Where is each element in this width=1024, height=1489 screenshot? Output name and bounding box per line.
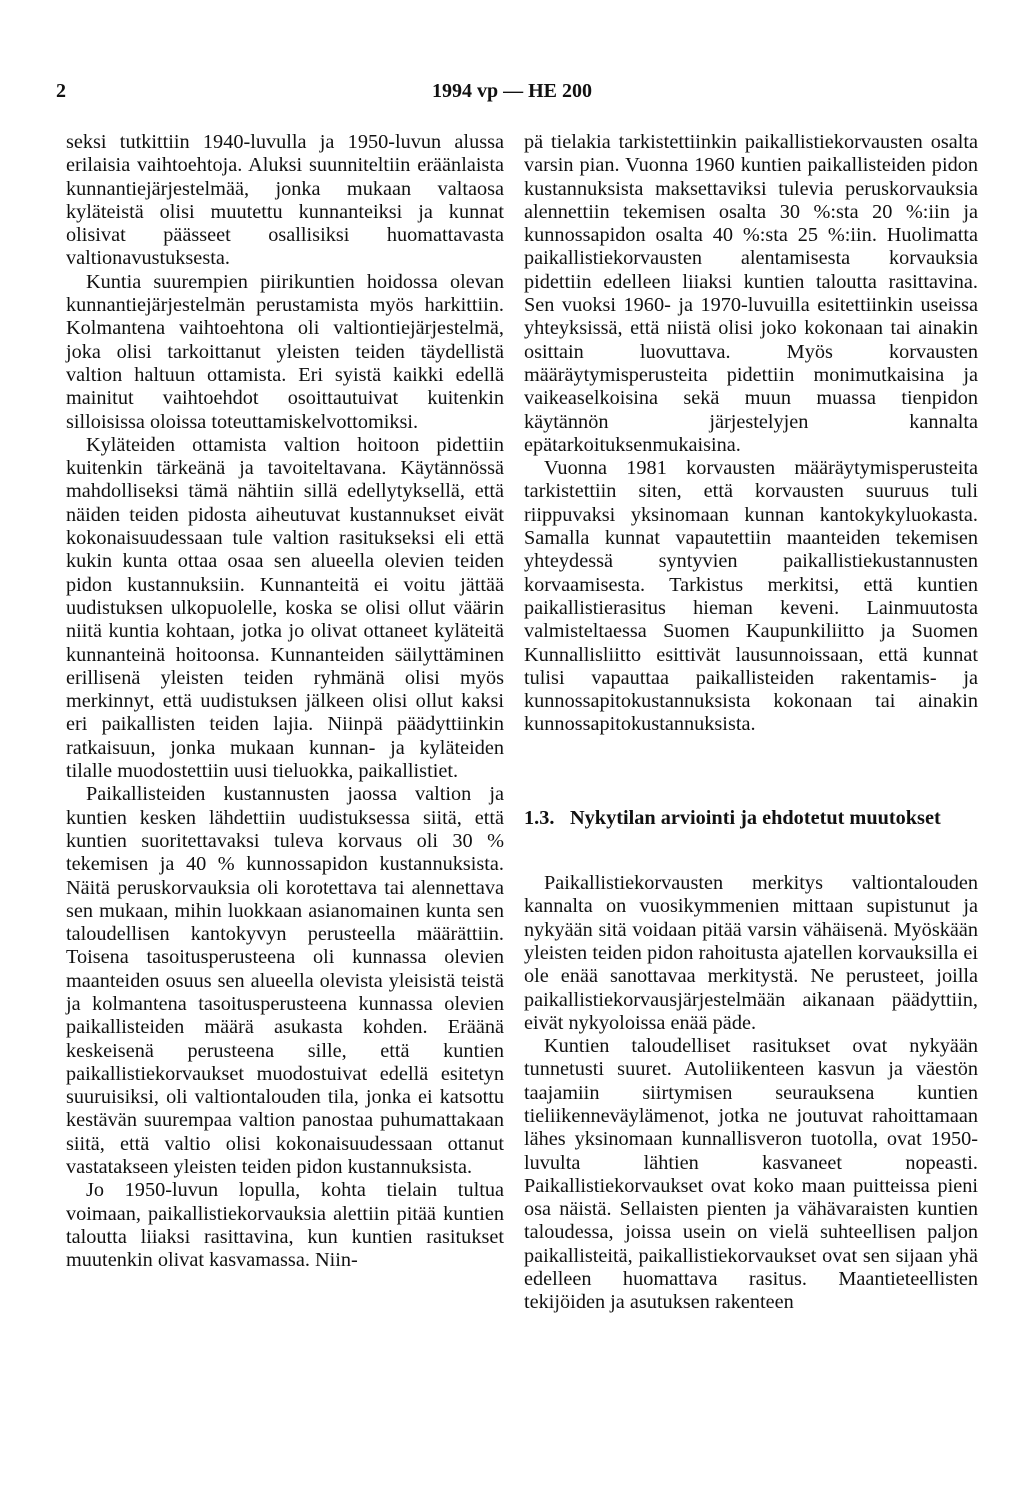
section-title: Nykytilan arviointi ja ehdotetut muutokset (570, 806, 941, 829)
paragraph: Kuntien taloudelliset rasitukset ovat nykyään tunnetusti suuret. Autoliikenteen kasvun ja väestön taajamiin siirtymisen seurauksena kuntien tieliikenneväylämenot, jotka ne joutuvat rahoittamaan lähes yksinomaan kunnallisveron tuotolla, ovat 1950-luvulta lähtien kasvaneet nopeasti. Paikallistiekorvaukset ovat koko maan puitteissa pieni osa näistä. Sellaisten pienten ja vähävaraisten kuntien taloudessa, joissa usein on vielä suhteellisen paljon paikallisteitä, paikallistiekorvaukset ovat sen sijaan yhä edelleen huomattava rasitus. Maantieteellisten tekijöiden ja asutuksen rakenteen (524, 1035, 978, 1314)
paragraph: Paikallisteiden kustannusten jaossa valtion ja kuntien kesken lähdettiin uudistuksessa siitä, että kuntien suoritettavaksi tuleva korvaus oli 30 % tekemisen ja 40 % kunnossapidon kustannuksista. Näitä peruskorvauksia oli korotettava tai alennettava sen mukaan, mihin luokkaan asianomainen kunta sen taloudellisen kantokyvyn perusteella määrättiin. Toisena tasoitusperusteena oli kunnassa olevien maanteiden osuus sen alueella olevista yleisistä teistä ja kolmantena tasoitusperusteena kunnassa olevien paikallisteiden määrä asukasta kohden. Eräänä keskeisenä perusteena sille, että kuntien paikallistiekorvaukset muodostuivat edellä esitetyn suuruisiksi, oli valtiontalouden tila, jonka ei katsottu kestävän suurempaa valtion panostaa puhumattakaan siitä, että valtio olisi kokonaisuudessaan ottanut vastatakseen yleisten teiden pidon kustannuksista. (66, 783, 504, 1179)
section-heading (524, 807, 978, 830)
paragraph: Paikallistiekorvausten merkitys valtiontalouden kannalta on vuosikymmenien mittaan supistunut ja nykyään sitä voidaan pitää varsin vähäisenä. Myöskään yleisten teiden pidon rahoitusta ajatellen korvauksilla ei ole enää sanottavaa merkitystä. Ne perusteet, joilla paikallistiekorvausjärjestelmään aikanaan päädyttiin, eivät nykyoloissa enää päde. (524, 872, 978, 1034)
paragraph: Vuonna 1981 korvausten määräytymisperusteita tarkistettiin siten, että korvausten suuruus tuli riippuvaksi yksinomaan kunnan kantokykyluokasta. Samalla kunnat vapautettiin maanteiden tekemisen yhteydessä syntyvien paikallistiekustannusten korvaamisesta. Tarkistus merkitsi, että kuntien paikallistierasitus hieman keveni. Lainmuutosta valmisteltaessa Suomen Kaupunkiliitto ja Suomen Kunnallisliitto esittivät lausunnoissaan, että kunnat tulisi vapauttaa paikallisteiden rakentamis- ja kunnossapitokustannuksista kokonaan tai ainakin kunnossapitokustannuksista. (524, 457, 978, 736)
running-head: 1994 vp — HE 200 (431, 80, 593, 102)
paragraph: Jo 1950-luvun lopulla, kohta tielain tultua voimaan, paikallistiekorvauksia alettiin pitää kuntien taloutta liiaksi rasittavina, kun kuntien rasitukset muutenkin olivat kasvamassa. Niin- (66, 1179, 504, 1272)
paragraph: Kuntia suurempien piirikuntien hoidossa olevan kunnantiejärjestelmän perustamista myös harkittiin. Kolmantena vaihtoehtona oli valtiontiejärjestelmä, joka olisi tarkoittanut yleisten teiden täydellistä valtion haltuun ottamista. Eri syistä kaikki edellä mainitut vaihtoehdot osoittautuivat kuitenkin silloisissa oloissa toteuttamiskelvottomiksi. (66, 270, 504, 433)
left-column (66, 131, 504, 1273)
paragraph: Kyläteiden ottamista valtion hoitoon pidettiin kuitenkin tärkeänä ja tavoiteltavana. Käytännössä mahdolliseksi tämä nähtiin sillä edellytyksellä, että näiden teiden pidosta aiheutuvat kustannukset eivät kokonaisuudessaan tule valtion rasitukseksi eli että kukin kunta ottaa osaa sen alueella olevien teiden pidon kustannuksiin. Kunnanteitä ei voitu jättää uudistuksen ulkopuolelle, koska se olisi ollut väärin niitä kuntia kohtaan, jotka jo olivat ottaneet kyläteitä kunnanteinä hoitoonsa. Kunnanteiden säilyttäminen erillisenä yleisten teiden ryhmänä olisi myös merkinnyt, että uudistuksen jälkeen olisi ollut kaksi eri paikallisten teiden lajia. Niinpä päädyttiinkin ratkaisuun, jonka mukaan kunnan- ja kyläteiden tilalle muodostettiin uusi tieluokka, paikallistiet. (66, 433, 504, 783)
paragraph: pä tielakia tarkistettiinkin paikallistiekorvausten osalta varsin pian. Vuonna 1960 kuntien paikallisteiden pidon kustannuksista maksettaviksi tulevia peruskorvauksia alennettiin tekemisen osalta 30 %:sta 20 %:iin ja kunnossapidon osalta 40 %:sta 25 %:iin. Huolimatta paikallistiekorvausten alentamisesta korvauksia pidettiin edelleen liiaksi kuntien taloutta rasittavina. Sen vuoksi 1960- ja 1970-luvuilla esitettiinkin useissa yhteyksissä, että niistä olisi joko kokonaan tai ainakin osittain luovuttava. Myös korvausten määräytymisperusteita pidettiin monimutkaisina ja vaikeaselkoisina sekä muun muassa tienpidon käytännön järjestelyjen kannalta epätarkoituksenmukaisina. (524, 131, 978, 456)
section-number: 1.3. (524, 806, 555, 829)
paragraph: seksi tutkittiin 1940-luvulla ja 1950-luvun alussa erilaisia vaihtoehtoja. Aluksi suunniteltiin eräänlaista kunnantiejärjestelmää, jonka mukaan valtaosa kyläteistä olisi muutettu kunnanteiksi ja kunnat olisivat päässeet osallisiksi huomattavasta valtionavustuksesta. (66, 131, 504, 270)
page-number: 2 (56, 80, 66, 102)
right-column (524, 131, 978, 1315)
